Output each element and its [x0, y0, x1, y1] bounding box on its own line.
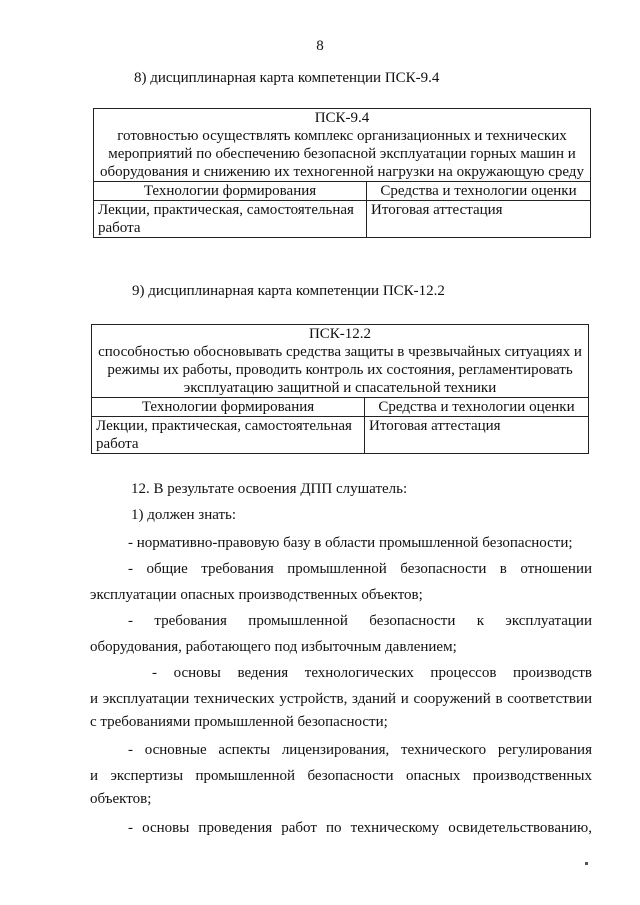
column-header-technologies: Технологии формирования: [92, 398, 365, 417]
list-item-continuation: и эксплуатации технических устройств, зданий и сооружений в соответствии: [90, 691, 592, 707]
technologies-value: Лекции, практическая, самостоятельная работа: [94, 201, 367, 238]
section-9-heading: 9) дисциплинарная карта компетенции ПСК-12.2: [132, 283, 445, 299]
assessment-value: Итоговая аттестация: [365, 417, 589, 454]
section-12-subheading: 1) должен знать:: [131, 507, 237, 523]
assessment-value: Итоговая аттестация: [367, 201, 591, 238]
competency-description: способностью обосновывать средства защиты в чрезвычайных ситуациях и режимы их работы, проводить контроль их состояния, регламентировать эксплуатацию защитной и спасательной техники: [98, 344, 582, 396]
competency-description: готовностью осуществлять комплекс организационных и технических мероприятий по обеспечению безопасной эксплуатации горных машин и оборудования и снижению их техногенной нагрузки на окружающую среду: [100, 128, 584, 180]
column-header-assessment: Средства и технологии оценки: [365, 398, 589, 417]
list-item-continuation: с требованиями промышленной безопасности;: [90, 714, 388, 730]
list-item-continuation: оборудования, работающего под избыточным давлением;: [90, 639, 457, 655]
scan-speck: [585, 862, 588, 865]
section-12-heading: 12. В результате освоения ДПП слушатель:: [131, 481, 408, 497]
competency-cell: [92, 325, 589, 398]
list-item-continuation: объектов;: [90, 791, 152, 807]
competency-code: ПСК-12.2: [308, 326, 372, 342]
list-item: - основы ведения технологических процессов производств: [152, 665, 592, 681]
competency-cell: [94, 109, 591, 182]
competency-code: ПСК-9.4: [314, 110, 370, 126]
page-number: 8: [316, 38, 324, 54]
list-item-continuation: эксплуатации опасных производственных объектов;: [90, 587, 423, 603]
technologies-value: Лекции, практическая, самостоятельная работа: [92, 417, 365, 454]
section-8-heading: 8) дисциплинарная карта компетенции ПСК-9.4: [134, 70, 440, 86]
list-item: - общие требования промышленной безопасности в отношении: [128, 561, 592, 577]
competency-table-psk-12-2: [91, 324, 589, 454]
list-item: - требования промышленной безопасности к эксплуатации: [128, 613, 592, 629]
column-header-technologies: Технологии формирования: [94, 182, 367, 201]
list-item: - основы проведения работ по техническому освидетельствованию,: [128, 820, 592, 836]
competency-table-psk-9-4: [93, 108, 591, 238]
list-item: - нормативно-правовую базу в области промышленной безопасности;: [128, 535, 573, 551]
list-item: - основные аспекты лицензирования, технического регулирования: [128, 742, 592, 758]
list-item-continuation: и экспертизы промышленной безопасности опасных производственных: [90, 768, 592, 784]
column-header-assessment: Средства и технологии оценки: [367, 182, 591, 201]
